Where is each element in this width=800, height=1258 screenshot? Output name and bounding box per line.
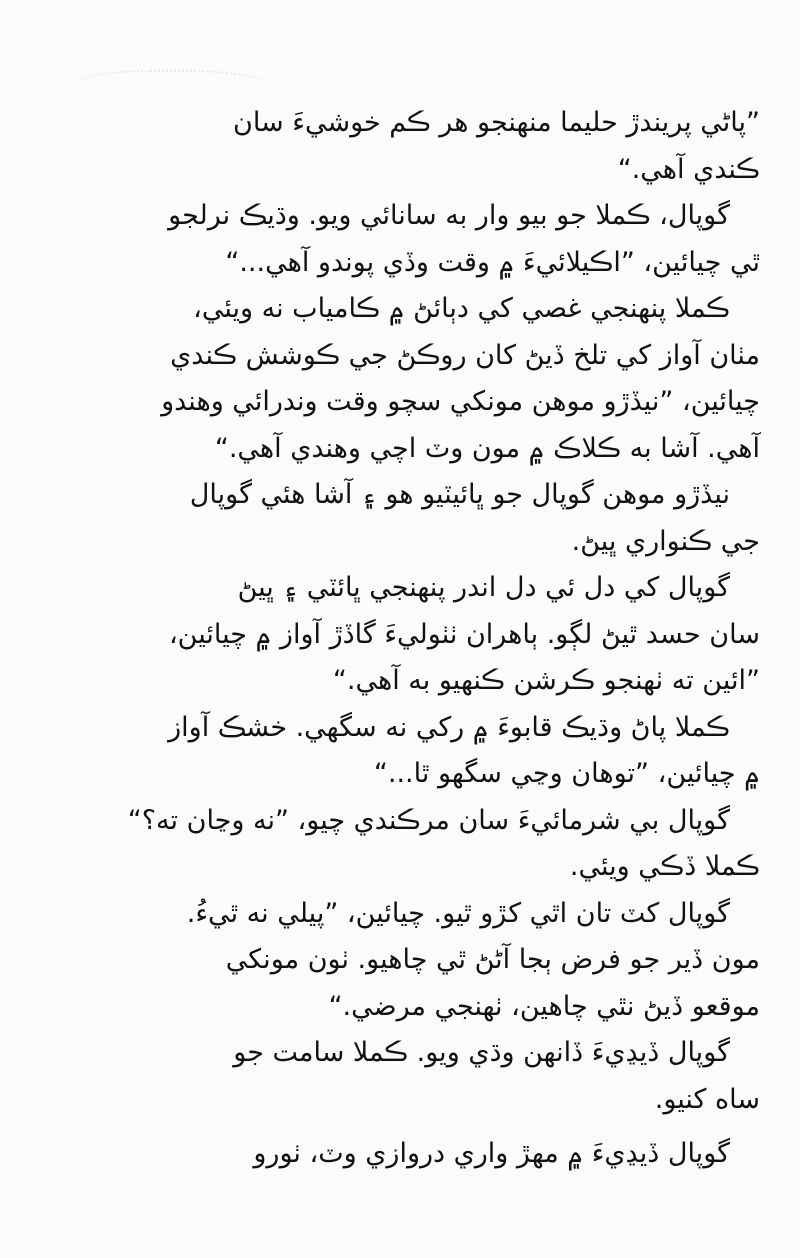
text-line: سان حسد ٿيڻ لڳو. ٻاهران ٺٺوليءَ گاڏڙ آواز ۾ چيائين،	[168, 618, 760, 650]
text-line: ۾ چيائين، ”توهان وڃي سگهو ٿا...“	[373, 758, 760, 789]
text-line: موقعو ڏيڻ نٿي چاهين، ٺهنجي مرضي.“	[328, 990, 760, 1022]
text-line: ڪندي آهي.“	[617, 153, 760, 185]
text-line: گوپال کٽ تان اٿي کڙو ٿيو. چيائين، ”پيلي نه ٿيءُ.	[186, 897, 730, 929]
text-line: جي ڪنواري ڀيڻ.	[571, 525, 760, 557]
text-line: گوپال بي شرمائيءَ سان مرڪندي چيو، ”نه وڃان ته؟“	[127, 804, 730, 836]
text-line: گوپال ڏيڍيءَ ۾ مهڙ واري دروازي وٽ، ٺورو	[253, 1138, 730, 1169]
text-line: ”ائين ته ٺهنجو ڪرشن ڪنهيو به آهي.“	[332, 665, 760, 696]
text-line: گوپال ڏيڍيءَ ڏانهن وڌي ويو. ڪملا سامت جو	[233, 1037, 730, 1068]
text-line: ساه کنيو.	[654, 1083, 760, 1115]
text-line: ”پاڻي پريندڙ حليما منهنجو هر ڪم خوشيءَ سان	[233, 107, 760, 138]
text-line: آهي. آشا به ڪلاڪ ۾ مون وٽ اچي وهندي آهي.“	[214, 432, 760, 464]
text-line: گوپال، ڪملا جو بيو وار به سانائي ويو. وڌيڪ نرلجو	[168, 200, 730, 231]
text-line: ڪملا پاڻ وڌيڪ قابوءَ ۾ رکي نه سگهي. خشڪ آواز	[168, 711, 730, 743]
text-line: مٺان آواز کي تلخ ڏيڻ کان روڪڻ جي ڪوشش ڪندي	[170, 339, 760, 371]
text-line: مون ڏير جو فرض ٻجا آڻڻ ٿي چاهيو. ٺون مونکي	[225, 944, 760, 975]
text-line: ڪملا ڏڪي ويئي.	[569, 851, 760, 882]
text-line: ٿي چيائين، ”اڪيلائيءَ ۾ وقت وڏي پوندو آهي...“	[225, 246, 760, 278]
text-line: ڪملا پنهنجي غصي کي دٻائڻ ۾ ڪامياب نه ويئي،	[193, 293, 730, 324]
text-line: چيائين، ”نيڏڙو موهن مونکي سچو وقت وندرائي وهندو	[161, 386, 760, 417]
text-line: نيڏڙو موهن گوپال جو ڀائيٽيو هو ۽ آشا هئي گوپال	[189, 479, 730, 510]
text-line: گوپال کي دل ئي دل اندر پنهنجي ڀائٽي ۽ ڀيڻ	[237, 572, 730, 603]
document-page	[70, 100, 760, 1178]
